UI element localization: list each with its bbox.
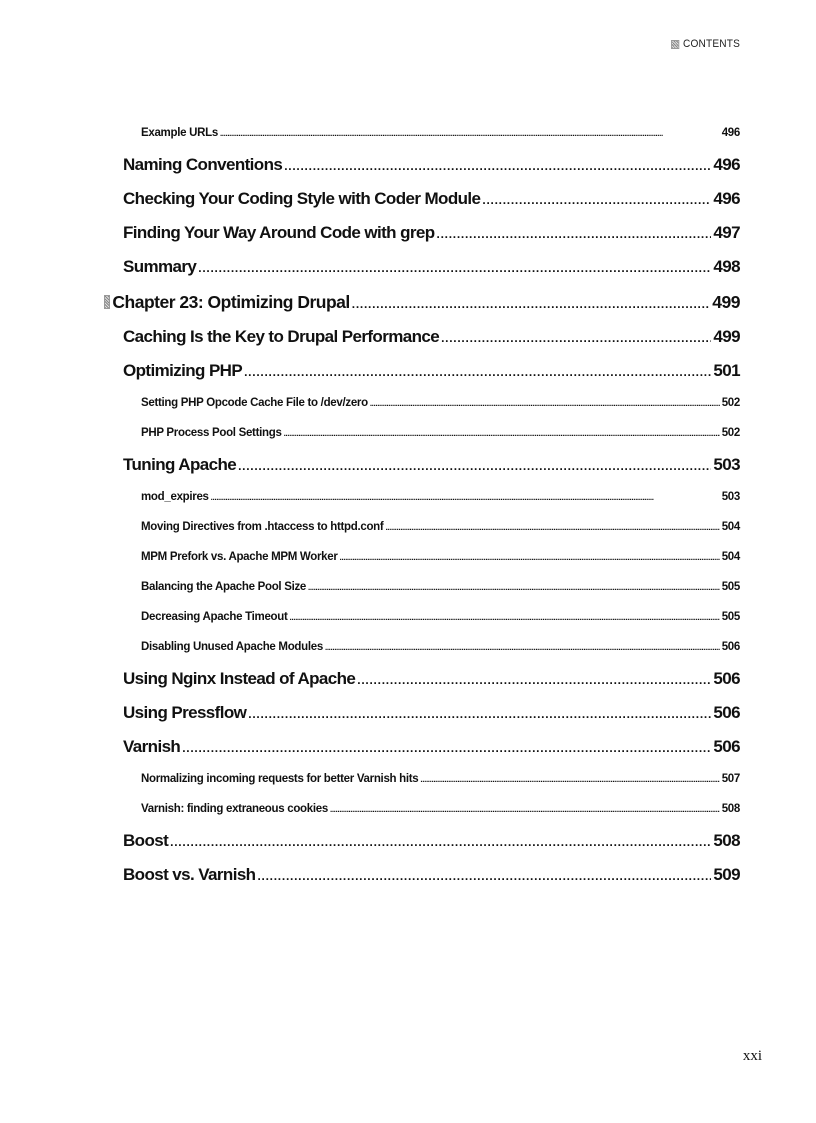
toc-entry[interactable] [123, 354, 740, 388]
toc-entry[interactable] [123, 448, 740, 482]
toc-entry-page: 508 [721, 803, 740, 815]
toc-entry-label: Summary [123, 257, 197, 276]
toc-entry-label: Balancing the Apache Pool Size [141, 581, 307, 593]
toc-entry-label: Normalizing incoming requests for better Varnish hits [141, 773, 419, 785]
toc-entry-page: 496 [721, 127, 740, 139]
toc-entry[interactable] [141, 602, 740, 632]
toc-entry-page: 503 [713, 455, 740, 474]
toc-entry-page: 497 [713, 223, 740, 242]
section-marker-icon [671, 40, 679, 49]
toc-entry-page: 496 [713, 155, 740, 174]
dot-leader [420, 764, 719, 795]
toc-entry-page: 505 [721, 581, 740, 593]
running-title: CONTENTS [682, 38, 740, 50]
toc-entry[interactable] [141, 794, 740, 824]
dot-leader [325, 632, 720, 663]
dot-leader [357, 662, 711, 697]
toc-entry[interactable] [123, 148, 740, 182]
dot-leader [340, 542, 720, 573]
toc-entry-page: 506 [713, 703, 740, 722]
dot-leader [437, 216, 712, 251]
toc-entry-label: Optimizing PHP [123, 361, 243, 380]
toc-chapter-entry[interactable] [104, 284, 740, 320]
dot-leader [385, 512, 719, 543]
toc-entry-label: Finding Your Way Around Code with grep [123, 223, 435, 242]
dot-leader [352, 284, 711, 322]
toc-entry[interactable] [141, 512, 740, 542]
toc-entry-label: Using Nginx Instead of Apache [123, 669, 356, 688]
toc-entry-page: 502 [721, 427, 740, 439]
toc-entry-label: Boost vs. Varnish [123, 865, 256, 884]
dot-leader [211, 482, 720, 513]
toc-entry[interactable] [141, 118, 740, 148]
dot-leader [284, 148, 711, 183]
toc-entry-label: mod_expires [141, 491, 209, 503]
toc-entry-label: PHP Process Pool Settings [141, 427, 282, 439]
toc-entry[interactable] [123, 824, 740, 858]
table-of-contents [0, 118, 816, 892]
dot-leader [290, 602, 720, 633]
dot-leader [308, 572, 720, 603]
toc-entry-page: 507 [721, 773, 740, 785]
dot-leader [238, 448, 711, 483]
toc-entry-page: 506 [721, 641, 740, 653]
toc-entry-page: 504 [721, 551, 740, 563]
dot-leader [198, 250, 711, 285]
toc-entry-page: 502 [721, 397, 740, 409]
toc-entry-label: MPM Prefork vs. Apache MPM Worker [141, 551, 338, 563]
dot-leader [244, 354, 711, 389]
toc-entry-label: Disabling Unused Apache Modules [141, 641, 323, 653]
toc-entry-page: 503 [721, 491, 740, 503]
dot-leader [220, 118, 720, 149]
dot-leader [441, 320, 711, 355]
toc-entry-page: 505 [721, 611, 740, 623]
dot-leader [182, 730, 711, 765]
toc-entry-label: Setting PHP Opcode Cache File to /dev/zero [141, 397, 368, 409]
toc-entry[interactable] [141, 388, 740, 418]
toc-entry[interactable] [123, 730, 740, 764]
toc-entry-label: Naming Conventions [123, 155, 283, 174]
dot-leader [284, 418, 720, 449]
toc-entry[interactable] [123, 250, 740, 284]
toc-entry[interactable] [123, 216, 740, 250]
toc-entry-label: Varnish: finding extraneous cookies [141, 803, 328, 815]
toc-entry-page: 499 [712, 292, 740, 312]
toc-entry-label: Chapter 23: Optimizing Drupal [112, 292, 350, 312]
toc-entry[interactable] [141, 764, 740, 794]
toc-entry-label: Caching Is the Key to Drupal Performance [123, 327, 440, 346]
toc-entry-label: Moving Directives from .htaccess to httpd.conf [141, 521, 384, 533]
toc-entry-page: 504 [721, 521, 740, 533]
toc-entry-page: 506 [713, 737, 740, 756]
toc-entry-page: 506 [713, 669, 740, 688]
dot-leader [370, 388, 720, 419]
running-header [671, 38, 740, 50]
toc-entry-page: 498 [713, 257, 740, 276]
page-number: xxi [742, 1048, 762, 1064]
toc-entry-label: Checking Your Coding Style with Coder Module [123, 189, 481, 208]
dot-leader [330, 794, 720, 825]
toc-entry[interactable] [123, 182, 740, 216]
toc-entry[interactable] [141, 418, 740, 448]
toc-entry-page: 496 [713, 189, 740, 208]
toc-entry-page: 499 [713, 327, 740, 346]
toc-entry-page: 509 [713, 865, 740, 884]
toc-entry[interactable] [141, 482, 740, 512]
toc-entry[interactable] [123, 858, 740, 892]
dot-leader [170, 824, 711, 859]
toc-entry-label: Using Pressflow [123, 703, 247, 722]
toc-entry-label: Boost [123, 831, 169, 850]
toc-entry-page: 508 [713, 831, 740, 850]
dot-leader [482, 182, 711, 217]
dot-leader [257, 858, 711, 893]
toc-entry-label: Decreasing Apache Timeout [141, 611, 288, 623]
toc-entry-label: Example URLs [141, 127, 218, 139]
toc-entry-label: Varnish [123, 737, 181, 756]
chapter-marker-icon [104, 295, 110, 309]
toc-entry[interactable] [123, 662, 740, 696]
toc-entry[interactable] [123, 320, 740, 354]
dot-leader [248, 696, 711, 731]
toc-entry[interactable] [123, 696, 740, 730]
toc-entry-page: 501 [713, 361, 740, 380]
toc-entry-label: Tuning Apache [123, 455, 237, 474]
toc-entry[interactable] [141, 572, 740, 602]
toc-entry[interactable] [141, 542, 740, 572]
toc-entry[interactable] [141, 632, 740, 662]
